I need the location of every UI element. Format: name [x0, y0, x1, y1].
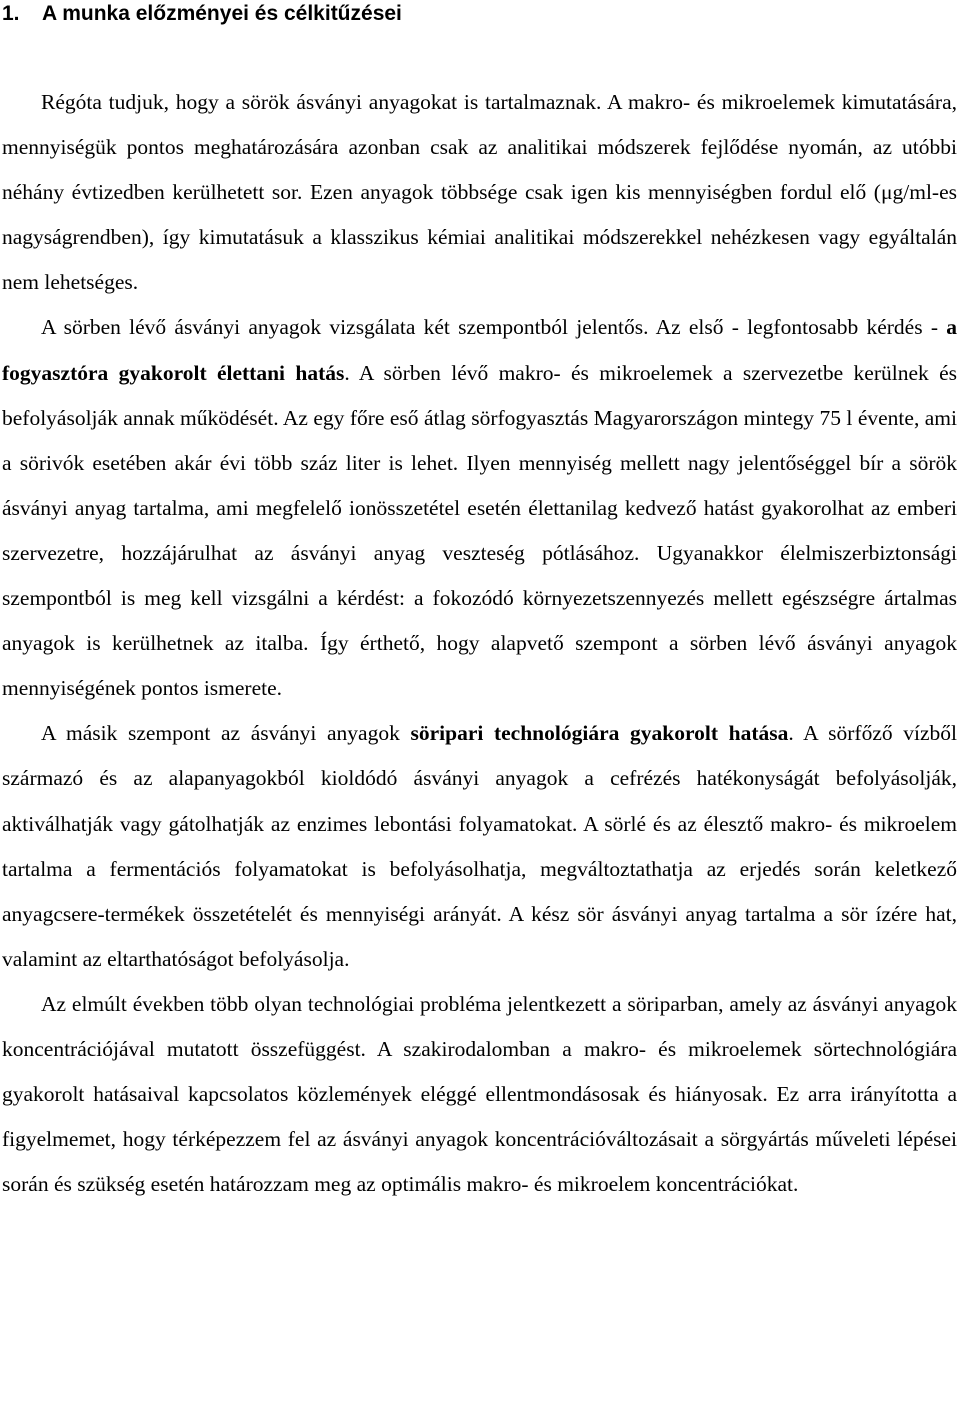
paragraph [2, 711, 957, 982]
paragraph [2, 80, 957, 305]
paragraph-text: Régóta tudjuk, hogy a sörök ásványi anyagokat is tartalmaznak. A makro- és mikroelemek kimutatására, mennyiségük pontos meghatározására azonban csak az analitikai módszerek fejlődése nyomán, az utóbbi néhány évtizedben kerülhetett sor. Ezen anyagok többsége csak igen kis mennyiségben fordul elő (μg/ml-es nagyságrendben), így kimutatásuk a klasszikus kémiai analitikai módszerekkel nehézkesen vagy egyáltalán nem lehetséges. [2, 90, 957, 295]
body-text [2, 80, 957, 1207]
paragraph-text: A sörben lévő ásványi anyagok vizsgálata két szempontból jelentős. Az első - legfontosabb kérdés - [41, 315, 947, 340]
paragraph-text: Az elmúlt években több olyan technológiai probléma jelentkezett a söriparban, amely az ásványi anyagok koncentrációjával mutatott összefüggést. A szakirodalomban a makro- és mikroelemek sörtechnológiára gyakorolt hatásaival kapcsolatos közlemények eléggé ellentmondásosak és hiányosak. Ez arra irányította a figyelmemet, hogy térképezzem fel az ásványi anyagok koncentrációváltozásait a sörgyártás műveleti lépései során és szükség esetén határozzam meg az optimális makro- és mikroelem koncentrációkat. [2, 991, 957, 1197]
paragraph [2, 305, 957, 711]
paragraph-text: A másik szempont az ásványi anyagok [41, 721, 411, 746]
section-heading [2, 0, 402, 28]
emphasis-text: söripari technológiára gyakorolt hatása [410, 721, 789, 746]
section-title: A munka előzményei és célkitűzései [42, 2, 402, 25]
emphasis-text: a fogyasztóra gyakorolt élettani hatás [2, 315, 957, 385]
paragraph-text: . A sörben lévő makro- és mikroelemek a szervezetbe kerülnek és befolyásolják annak működését. Az egy főre eső átlag sörfogyasztás Magyarországon mintegy 75 l évente, ami a sörivók esetében akár évi több száz liter is lehet. Ilyen mennyiség mellett nagy jelentőséggel bír a sörök ásványi anyag tartalma, ami megfelelő ionösszetétel esetén élettanilag kedvező hatást gyakorolhat az emberi szervezetre, hozzájárulhat az ásványi anyag veszteség pótlásához. Ugyanakkor élelmiszerbiztonsági szempontból is meg kell vizsgálni a kérdést: a fokozódó környezetszennyezés mellett egészségre ártalmas anyagok is kerülhetnek az italba. Így érthető, hogy alapvető szempont a sörben lévő ásványi anyagok mennyiségének pontos ismerete. [2, 360, 957, 701]
paragraph-text: . A sörfőző vízből származó és az alapanyagokból kioldódó ásványi anyagok a cefrézés hatékonyságát befolyásolják, aktiválhatják vagy gátolhatják az enzimes lebontási folyamatokat. A sörlé és az élesztő makro- és mikroelem tartalma a fermentációs folyamatokat is befolyásolhatja, megváltoztathatja az erjedés során keletkező anyagcsere-termékek összetételét és mennyiségi arányát. A kész sör ásványi anyag tartalma a sör ízére hat, valamint az eltarthatóságot befolyásolja. [2, 721, 957, 971]
section-number: 1. [2, 2, 20, 25]
paragraph [2, 982, 957, 1207]
